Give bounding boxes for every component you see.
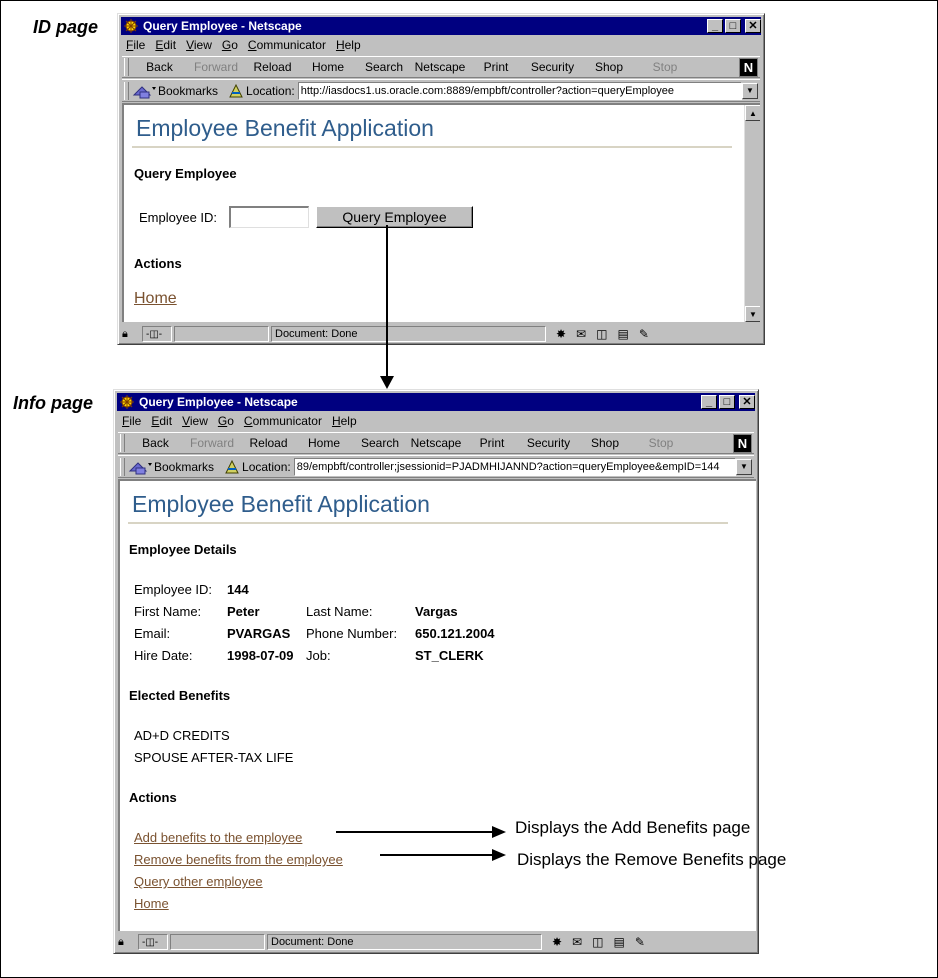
stop-button[interactable]: Stop <box>648 436 674 450</box>
shop-button[interactable]: Shop <box>594 60 624 74</box>
menu-communicator[interactable]: Communicator <box>247 38 326 52</box>
bookmarks-icon <box>132 83 158 99</box>
component-bar <box>552 935 645 949</box>
query-other-employee-link[interactable]: Query other employee <box>134 874 263 889</box>
menu-go[interactable]: Go <box>217 414 234 428</box>
location-grip[interactable] <box>120 458 125 476</box>
netscape-logo-icon[interactable]: N <box>733 434 752 453</box>
composer-icon[interactable]: ✎ <box>638 327 649 341</box>
status-bar <box>118 933 754 951</box>
status-text: Document: Done <box>267 934 542 950</box>
last-name-label: Last Name: <box>306 604 373 619</box>
navigation-toolbar <box>122 56 760 78</box>
location-label: Location: <box>242 459 291 474</box>
netscape-app-icon <box>119 394 135 410</box>
security-button[interactable]: Security <box>526 436 571 450</box>
phone-label: Phone Number: <box>306 626 398 641</box>
navigation-toolbar <box>118 432 754 454</box>
flow-arrow-down <box>375 225 399 391</box>
close-icon[interactable]: ✕ <box>745 19 761 33</box>
remove-benefits-note: Displays the Remove Benefits page <box>517 850 787 869</box>
employee-id-label: Employee ID: <box>139 210 218 225</box>
location-toolbar <box>118 455 754 478</box>
address-book-icon[interactable]: ▤ <box>613 935 625 949</box>
home-link[interactable]: Home <box>134 896 169 911</box>
online-status-icon: -◫- <box>138 934 168 950</box>
scroll-down-icon[interactable]: ▼ <box>745 306 760 322</box>
elected-benefits-title: Elected Benefits <box>129 688 231 703</box>
hire-date-value: 1998-07-09 <box>227 648 294 663</box>
navigator-icon[interactable]: ✸ <box>552 935 563 949</box>
location-toolbar <box>122 79 760 102</box>
menu-help[interactable]: Help <box>335 38 361 52</box>
bookmarks-label: Bookmarks <box>154 459 215 474</box>
title-bar <box>121 17 761 35</box>
toolbar-grip[interactable] <box>124 58 129 76</box>
lock-icon[interactable]: 🔒︎ <box>118 935 124 948</box>
back-button[interactable]: Back <box>146 60 173 74</box>
menu-file[interactable]: File <box>122 414 142 428</box>
app-title: Employee Benefit Application <box>136 115 434 141</box>
discussion-icon[interactable]: ◫ <box>596 327 608 341</box>
status-text: Document: Done <box>271 326 546 342</box>
job-value: ST_CLERK <box>415 648 484 663</box>
forward-button[interactable]: Forward <box>193 60 238 74</box>
query-employee-button[interactable]: Query Employee <box>316 206 473 228</box>
reload-button[interactable]: Reload <box>253 60 292 74</box>
first-name-value: Peter <box>227 604 260 619</box>
app-title: Employee Benefit Application <box>132 491 430 517</box>
menu-file[interactable]: File <box>126 38 146 52</box>
url-dropdown-icon[interactable]: ▼ <box>736 459 752 475</box>
email-label: Email: <box>134 626 171 641</box>
print-button[interactable]: Print <box>483 60 509 74</box>
component-bar <box>556 327 649 341</box>
shop-button[interactable]: Shop <box>590 436 620 450</box>
title-bar <box>117 393 755 411</box>
add-benefits-link[interactable]: Add benefits to the employee <box>134 830 303 845</box>
menu-communicator[interactable]: Communicator <box>243 414 322 428</box>
reload-button[interactable]: Reload <box>249 436 288 450</box>
home-button[interactable]: Home <box>311 60 344 74</box>
title-divider <box>128 522 728 524</box>
discussion-icon[interactable]: ◫ <box>592 935 604 949</box>
close-icon[interactable]: ✕ <box>739 395 755 409</box>
scroll-up-icon[interactable]: ▲ <box>745 105 760 121</box>
location-label-group <box>222 459 291 475</box>
home-link[interactable]: Home <box>134 290 177 307</box>
forward-button[interactable]: Forward <box>189 436 234 450</box>
navigator-icon[interactable]: ✸ <box>556 327 567 341</box>
browser-window-id-page <box>117 13 765 345</box>
hire-date-label: Hire Date: <box>134 648 193 663</box>
menu-edit[interactable]: Edit <box>155 38 177 52</box>
actions-title: Actions <box>129 790 177 805</box>
add-benefits-arrow <box>336 824 508 840</box>
status-bar <box>122 325 760 343</box>
benefit-item: AD+D CREDITS <box>134 728 230 743</box>
employee-id-input[interactable] <box>229 206 309 228</box>
section-title: Query Employee <box>134 166 237 181</box>
menu-go[interactable]: Go <box>221 38 238 52</box>
security-button[interactable]: Security <box>530 60 575 74</box>
caption-id-page: ID page <box>33 17 99 37</box>
netscape-button[interactable]: Netscape <box>410 436 462 450</box>
actions-title: Actions <box>134 256 182 271</box>
bookmarks-label: Bookmarks <box>158 83 219 98</box>
remove-benefits-arrow <box>380 847 508 863</box>
minimize-icon[interactable]: _ <box>707 19 723 33</box>
toolbar-grip[interactable] <box>120 434 125 452</box>
page-content <box>122 103 760 322</box>
address-book-icon[interactable]: ▤ <box>617 327 629 341</box>
url-dropdown-icon[interactable]: ▼ <box>742 83 758 99</box>
progress-cell <box>174 326 269 342</box>
first-name-label: First Name: <box>134 604 202 619</box>
location-label-group <box>226 83 295 99</box>
maximize-icon[interactable]: □ <box>719 395 735 409</box>
menu-bar <box>122 36 760 54</box>
netscape-button[interactable]: Netscape <box>414 60 466 74</box>
email-value: PVARGAS <box>227 626 291 641</box>
menu-edit[interactable]: Edit <box>151 414 173 428</box>
progress-cell <box>170 934 265 950</box>
bookmarks-button[interactable] <box>128 459 214 475</box>
url-field[interactable] <box>298 82 742 100</box>
window-title: Query Employee - Netscape <box>143 19 302 33</box>
title-divider <box>132 146 732 148</box>
phone-value: 650.121.2004 <box>415 626 495 641</box>
location-label: Location: <box>246 83 295 98</box>
remove-benefits-link[interactable]: Remove benefits from the employee <box>134 852 343 867</box>
url-field[interactable] <box>294 458 736 476</box>
home-button[interactable]: Home <box>307 436 340 450</box>
location-page-icon <box>222 459 242 475</box>
menu-help[interactable]: Help <box>331 414 357 428</box>
back-button[interactable]: Back <box>142 436 169 450</box>
search-button[interactable]: Search <box>360 436 400 450</box>
maximize-icon[interactable]: □ <box>725 19 741 33</box>
stop-button[interactable]: Stop <box>652 60 678 74</box>
menu-view[interactable]: View <box>182 414 208 428</box>
print-button[interactable]: Print <box>479 436 505 450</box>
add-benefits-note: Displays the Add Benefits page <box>515 818 751 837</box>
job-label: Job: <box>306 648 331 663</box>
window-title: Query Employee - Netscape <box>139 395 298 409</box>
location-page-icon <box>226 83 246 99</box>
benefit-item: SPOUSE AFTER-TAX LIFE <box>134 750 294 765</box>
search-button[interactable]: Search <box>364 60 404 74</box>
vertical-scrollbar[interactable] <box>744 105 760 322</box>
menu-bar <box>118 412 754 430</box>
location-grip[interactable] <box>124 82 129 100</box>
menu-view[interactable]: View <box>186 38 212 52</box>
netscape-app-icon <box>123 18 139 34</box>
lock-icon[interactable]: 🔒︎ <box>122 327 128 340</box>
caption-info-page: Info page <box>13 393 93 413</box>
composer-icon[interactable]: ✎ <box>634 935 645 949</box>
mail-icon[interactable]: ✉ <box>576 327 587 341</box>
url-text: http://iasdocs1.us.oracle.com:8889/empbft/controller?action=queryEmployee <box>300 84 675 97</box>
online-status-icon: -◫- <box>142 326 172 342</box>
mail-icon[interactable]: ✉ <box>572 935 583 949</box>
last-name-value: Vargas <box>415 604 458 619</box>
employee-id-label: Employee ID: <box>134 582 213 597</box>
employee-id-value: 144 <box>227 582 249 597</box>
url-text: 89/empbft/controller;jsessionid=PJADMHIJANND?action=queryEmployee&empID=144 <box>296 460 720 473</box>
employee-details-title: Employee Details <box>129 542 237 557</box>
netscape-logo-icon[interactable]: N <box>739 58 758 77</box>
bookmarks-icon <box>128 459 154 475</box>
minimize-icon[interactable]: _ <box>701 395 717 409</box>
bookmarks-button[interactable] <box>132 83 218 99</box>
